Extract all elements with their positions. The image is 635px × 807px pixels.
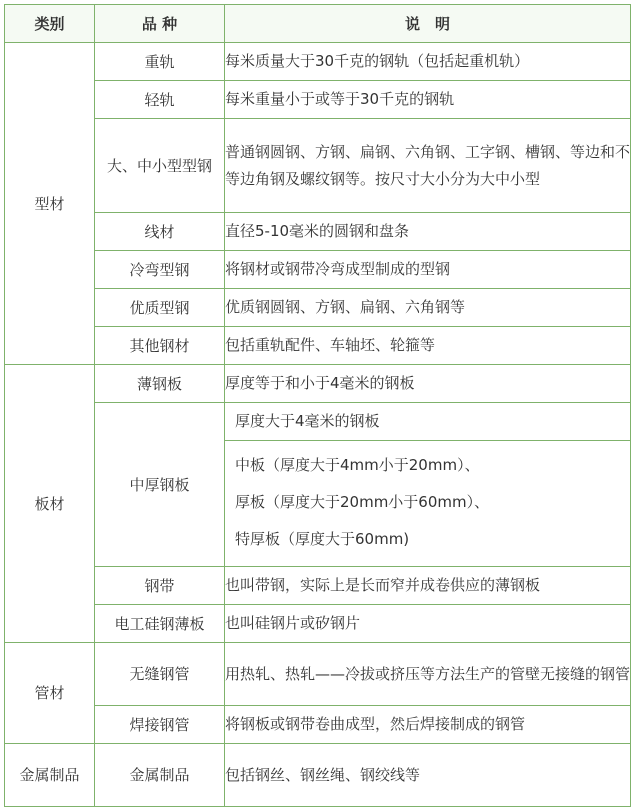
description-cell: 普通钢圆钢、方钢、扁钢、六角钢、工字钢、槽钢、等边和不等边角钢及螺纹钢等。按尺寸大小分为大中小型	[225, 119, 631, 213]
variety-cell: 优质型钢	[95, 289, 225, 327]
variety-cell: 轻轨	[95, 81, 225, 119]
header-description: 说 明	[225, 5, 631, 43]
table-row	[5, 365, 631, 403]
variety-cell: 冷弯型钢	[95, 251, 225, 289]
variety-cell: 线材	[95, 213, 225, 251]
description-cell: 将钢材或钢带冷弯成型制成的型钢	[225, 251, 631, 289]
steel-classification-table	[4, 4, 631, 807]
description-cell: 直径5-10毫米的圆钢和盘条	[225, 213, 631, 251]
variety-cell: 大、中小型型钢	[95, 119, 225, 213]
table-row	[5, 81, 631, 119]
variety-cell: 无缝钢管	[95, 643, 225, 706]
category-cell: 型材	[5, 43, 95, 365]
table-header-row	[5, 5, 631, 43]
table-row	[5, 119, 631, 213]
variety-cell: 其他钢材	[95, 327, 225, 365]
table-row	[5, 403, 631, 567]
variety-cell: 金属制品	[95, 744, 225, 807]
variety-cell: 薄钢板	[95, 365, 225, 403]
category-cell: 管材	[5, 643, 95, 744]
category-cell: 金属制品	[5, 744, 95, 807]
table-row	[5, 289, 631, 327]
description-cell: 将钢板或钢带卷曲成型，然后焊接制成的钢管	[225, 706, 631, 744]
table-row	[5, 43, 631, 81]
detail-line: 特厚板（厚度大于60mm)	[235, 530, 410, 548]
detail-line: 厚板（厚度大于20mm小于60mm）、	[235, 493, 490, 511]
table-row	[5, 251, 631, 289]
description-line: 厚度大于4毫米的钢板	[225, 403, 630, 441]
table-row	[5, 605, 631, 643]
variety-cell: 电工硅钢薄板	[95, 605, 225, 643]
description-cell: 包括重轨配件、车轴坯、轮箍等	[225, 327, 631, 365]
table-row	[5, 213, 631, 251]
table-row	[5, 744, 631, 807]
header-category: 类别	[5, 5, 95, 43]
table-row	[5, 643, 631, 706]
variety-cell: 重轨	[95, 43, 225, 81]
description-cell: 也叫硅钢片或矽钢片	[225, 605, 631, 643]
detail-line: 中板（厚度大于4mm小于20mm）、	[235, 456, 480, 474]
description-cell: 用热轧、热轧——冷拔或挤压等方法生产的管壁无接缝的钢管	[225, 643, 631, 706]
description-cell	[225, 403, 631, 567]
description-cell: 优质钢圆钢、方钢、扁钢、六角钢等	[225, 289, 631, 327]
description-cell: 每米质量大于30千克的钢轨（包括起重机轨）	[225, 43, 631, 81]
description-cell: 包括钢丝、钢丝绳、钢绞线等	[225, 744, 631, 807]
variety-cell: 钢带	[95, 567, 225, 605]
header-variety: 品 种	[95, 5, 225, 43]
variety-cell: 焊接钢管	[95, 706, 225, 744]
category-cell: 板材	[5, 365, 95, 643]
table-row	[5, 327, 631, 365]
description-details	[225, 441, 630, 566]
table-row	[5, 706, 631, 744]
table-row	[5, 567, 631, 605]
description-cell: 厚度等于和小于4毫米的钢板	[225, 365, 631, 403]
description-cell: 也叫带钢，实际上是长而窄并成卷供应的薄钢板	[225, 567, 631, 605]
variety-cell: 中厚钢板	[95, 403, 225, 567]
description-cell: 每米重量小于或等于30千克的钢轨	[225, 81, 631, 119]
